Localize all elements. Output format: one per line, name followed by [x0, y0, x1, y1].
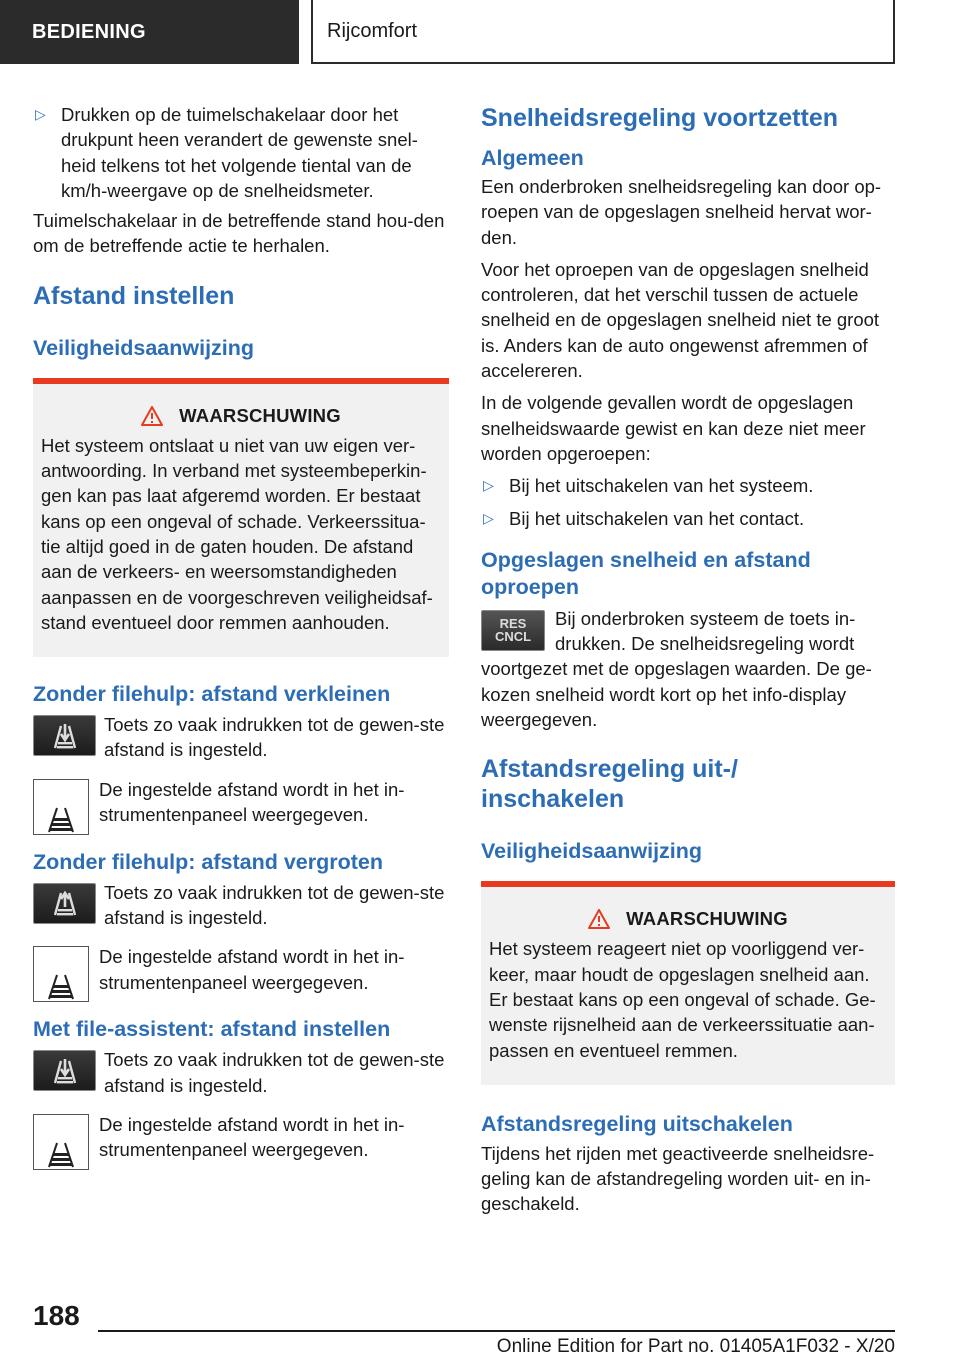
heading-increase: Zonder filehulp: afstand vergroten — [33, 849, 383, 874]
press-instruction: Toets zo vaak indrukken tot de gewen-ste afstand is ingesteld. — [33, 880, 448, 931]
warning-box — [481, 881, 895, 1084]
warning-text: Het systeem ontslaat u niet van uw eigen ver-antwoording. In verband met systeembeperkin-gen kan pas laat afgeremd worden. Er bestaat kans op een ongeval of schade. Verkeerssitua-tie altijd goed in de gaten houden. De afstand aan de verkeers- en weersomstandigheden aanpassen en de voorgeschreven veiligheidsaf-stand eventueel door remmen aanhouden. — [41, 434, 433, 633]
heading-decrease: Zonder filehulp: afstand verkleinen — [33, 682, 391, 707]
recall-instruction: RES CNCL Bij onderbroken systeem de toets in-drukken. De snelheidsregeling wordt voortgezet met de opgeslagen waarden. De ge-kozen snelheid wordt kort op het info-display weergegeven. — [481, 607, 872, 731]
section-tab: BEDIENING — [0, 0, 299, 64]
press-instruction: Toets zo vaak indrukken tot de gewen-ste afstand is ingesteld. — [33, 1047, 448, 1098]
distance-display-icon — [33, 946, 89, 1002]
res-cncl-button-icon: RES CNCL — [481, 610, 545, 651]
heading-safety: Veiligheidsaanwijzing — [481, 839, 703, 864]
chapter-title: Rijcomfort — [311, 0, 895, 64]
warning-text: Het systeem reageert niet op voorliggend ver-keer, maar houdt de opgeslagen snelheid aan. Er bestaat kans op een ongeval of schade. Ge-wenste rijsnelheid aan de verkeerssituatie aan-passen en eventueel remmen. — [489, 938, 876, 1061]
warning-box — [33, 378, 449, 657]
heading-recall: Opgeslagen snelheid en afstand oproepen — [481, 547, 811, 599]
edition-note: Online Edition for Part no. 01405A1F032 - X/20 — [496, 1336, 895, 1357]
press-instruction: Toets zo vaak indrukken tot de gewen-ste afstand is ingesteld. — [33, 712, 448, 763]
left-column — [33, 102, 448, 1170]
paragraph: Tijdens het rijden met geactiveerde snelheidsre-geling kan de afstandregeling worden uit- en in-geschakeld. — [481, 1142, 875, 1215]
page-number: 188 — [33, 1300, 80, 1331]
list-item: ▷ Bij het uitschakelen van het contact. — [481, 506, 895, 531]
distance-display-icon — [33, 1114, 89, 1170]
warning-triangle-icon — [141, 406, 163, 426]
distance-adjust-button-icon — [33, 1050, 96, 1091]
right-column — [481, 102, 895, 1224]
display-instruction: De ingestelde afstand wordt in het in-strumentenpaneel weergegeven. — [33, 777, 448, 835]
paragraph: Een onderbroken snelheidsregeling kan door op-roepen van de opgeslagen snelheid hervat wor-den. — [481, 176, 882, 248]
paragraph: Voor het oproepen van de opgeslagen snelheid controleren, dat het verschil tussen de actuele snelheid en de opgeslagen snelheid niet te groot is. Anders kan de auto ongewenst afremmen of accelereren. — [481, 258, 880, 382]
heading-assist: Met file-assistent: afstand instellen — [33, 1017, 391, 1042]
display-instruction: De ingestelde afstand wordt in het in-strumentenpaneel weergegeven. — [33, 1112, 448, 1170]
heading-safety: Veiligheidsaanwijzing — [33, 335, 255, 360]
list-item: ▷ Bij het uitschakelen van het systeem. — [481, 473, 895, 498]
list-item: ▷ Drukken op de tuimelschakelaar door het drukpunt heen verandert de gewenste snel-heid telkens tot het volgende tiental van de km/h-weergave op de snelheidsmeter. — [33, 102, 448, 203]
distance-display-icon — [33, 779, 89, 835]
heading-distance: Afstand instellen — [33, 281, 235, 310]
footer-divider — [98, 1330, 895, 1332]
heading-off: Afstandsregeling uitschakelen — [481, 1111, 793, 1136]
display-instruction: De ingestelde afstand wordt in het in-strumentenpaneel weergegeven. — [33, 944, 448, 1002]
heading-resume: Snelheidsregeling voortzetten — [481, 104, 839, 132]
triangle-bullet-icon: ▷ — [35, 106, 46, 122]
triangle-bullet-icon: ▷ — [483, 509, 494, 526]
paragraph: Tuimelschakelaar in de betreffende stand hou-den om de betreffende actie te herhalen. — [33, 210, 445, 257]
warning-title: WAARSCHUWING — [179, 404, 341, 426]
heading-general: Algemeen — [481, 146, 584, 170]
distance-increase-button-icon — [33, 883, 96, 924]
distance-decrease-button-icon — [33, 715, 96, 756]
warning-triangle-icon — [588, 909, 610, 929]
heading-toggle: Afstandsregeling uit-/ inschakelen — [481, 755, 738, 814]
triangle-bullet-icon: ▷ — [483, 477, 494, 494]
warning-title: WAARSCHUWING — [626, 908, 788, 930]
paragraph: In de volgende gevallen wordt de opgeslagen snelheidswaarde gewist en kan deze niet meer worden opgeroepen: — [481, 392, 866, 464]
